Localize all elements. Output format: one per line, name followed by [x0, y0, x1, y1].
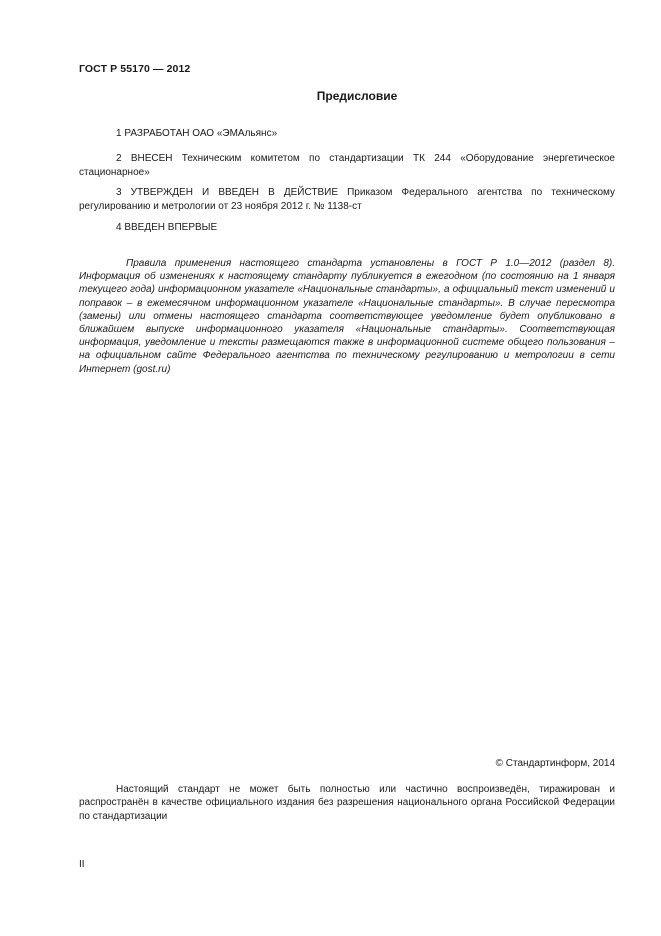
application-rules-note: Правила применения настоящего стандарта установлены в ГОСТ Р 1.0—2012 (раздел 8). Информация об изменениях к настоящему стандарту публикуется в ежегодном (по состоянию на 1 января текущего года) информационном указателе «Национальные стандарты», а официальный текст изменений и поправок – в ежемесячном информационном указателе «Национальные стандарты». В случае пересмотра (замены) или отмены настоящего стандарта соответствующее уведомление будет опубликовано в ближайшем выпуске информационного указателя «Национальные стандарты». Соответствующая информация, уведомление и тексты размещаются также в информационной системе общего пользования – на официальном сайте Федерального агентства по техническому регулированию и метрологии в сети Интернет (gost.ru) [79, 258, 615, 375]
foreword-title: Предисловие [316, 89, 398, 103]
copyright-notice: © Стандартинформ, 2014 [495, 758, 615, 769]
foreword-item-approved: 3 УТВЕРЖДЕН И ВВЕДЕН В ДЕЙСТВИЕ Приказом Федерального агентства по техническому регулированию и метрологии от 23 ноября 2012 г. № 1138-ст [79, 187, 615, 212]
page-number: II [79, 859, 85, 870]
foreword-item-submitted: 2 ВНЕСЕН Техническим комитетом по стандартизации ТК 244 «Оборудование энергетическое стационарное» [79, 153, 615, 178]
reproduction-restriction: Настоящий стандарт не может быть полностью или частично воспроизведён, тиражирован и распространён в качестве официального издания без разрешения национального органа Российской Федерации по стандартизации [79, 784, 615, 822]
standard-code-header: ГОСТ Р 55170 — 2012 [79, 63, 191, 75]
foreword-item-developed: 1 РАЗРАБОТАН ОАО «ЭМАльянс» [116, 128, 278, 139]
foreword-item-introduced: 4 ВВЕДЕН ВПЕРВЫЕ [116, 222, 218, 233]
